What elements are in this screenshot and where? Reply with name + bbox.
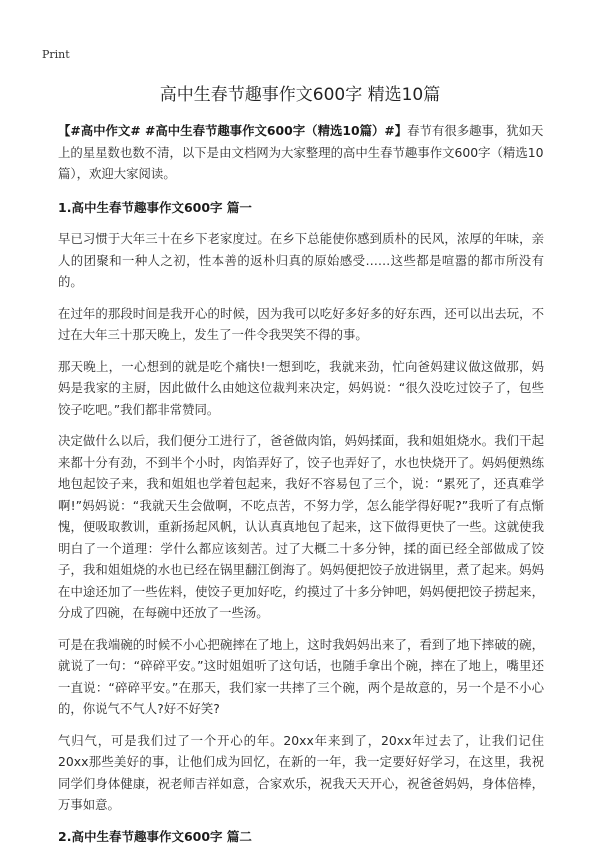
page-title: 高中生春节趣事作文600字 精选10篇 [159, 85, 441, 105]
paragraph: 可是在我端碗的时候不小心把碗摔在了地上，这时我妈妈出来了，看到了地下摔破的碗，就说了一句：“碎碎平安。”这时姐姐听了这句话，也随手拿出个碗，摔在了地上，嘴里还一直说：“碎碎平安。”在那天，我们家一共摔了三个碗，两个是故意的，另一个是不小心的，你说气不气人?好不好笑? [58, 636, 544, 716]
paragraph: 决定做什么以后，我们便分工进行了，爸爸做肉馅，妈妈揉面，我和姐姐烧水。我们干起来都十分有劲，不到半个小时，肉馅弄好了，饺子也弄好了，水也快烧开了。妈妈便熟练地包起饺子来，我和姐姐也学着包起来，我好不容易包了三个，说：“累死了，还真难学啊!”妈妈说：“我就天生会做啊，不吃点苦，不努力学，怎么能学得好呢?”我听了有点惭愧，便吸取教训，重新扬起风帆，认认真真地包了起来，这下做得更快了一些。这就使我明白了一个道理：学什么都应该刻苦。过了大概二十多分钟，揉的面已经全部做成了饺子，我和姐姐烧的水也已经在锅里翻江倒海了。妈妈便把饺子放进锅里，煮了起来。妈妈在中途还加了一些佐料，使饺子更加好吃，约摸过了十多分钟吧，妈妈便把饺子捞起来，分成了四碗，在每碗中还放了一些汤。 [58, 433, 544, 620]
paragraph: 早已习惯于大年三十在乡下老家度过。在乡下总能使你感到质朴的民风，浓厚的年味，亲人的团聚和一种人之初，性本善的返朴归真的原始感受……这些都是喧嚣的都市所没有的。 [58, 231, 544, 289]
section-heading-2: 2.高中生春节趣事作文600字 篇二 [58, 828, 252, 844]
paragraph: 气归气，可是我们过了一个开心的年。20xx年来到了，20xx年过去了，让我们记住20xx那些美好的事，让他们成为回忆，在新的一年，我一定要好好学习，在这里，我祝同学们身体健康，祝老师吉祥如意，合家欢乐，祝我天天开心，祝爸爸妈妈，身体倍棒，万事如意。 [58, 732, 544, 812]
paragraph: 那天晚上，一心想到的就是吃个痛快!一想到吃，我就来劲，忙向爸妈建议做这做那，妈妈是我家的主厨，因此做什么由她这位裁判来决定，妈妈说：“很久没吃过饺子了，包些饺子吃吧。”我们都非常赞同。 [58, 358, 544, 417]
paragraph: 在过年的那段时间是我开心的时候，因为我可以吃好多好多的好东西，还可以出去玩，不过在大年三十那天晚上，发生了一件令我哭笑不得的事。 [58, 305, 544, 342]
print-label[interactable]: Print [42, 48, 70, 61]
article-body [58, 120, 544, 857]
section-heading-1: 1.高中生春节趣事作文600字 篇一 [58, 199, 252, 215]
intro-tag: 【#高中作文# #高中生春节趣事作文600字（精选10篇）#】 [58, 123, 408, 138]
intro-text: 春节有很多趣事，犹如天上的星星数也数不清，以下是由文档网为大家整理的高中生春节趣事作文600字（精选10篇），欢迎大家阅读。 [58, 123, 544, 181]
intro-paragraph [58, 120, 544, 185]
